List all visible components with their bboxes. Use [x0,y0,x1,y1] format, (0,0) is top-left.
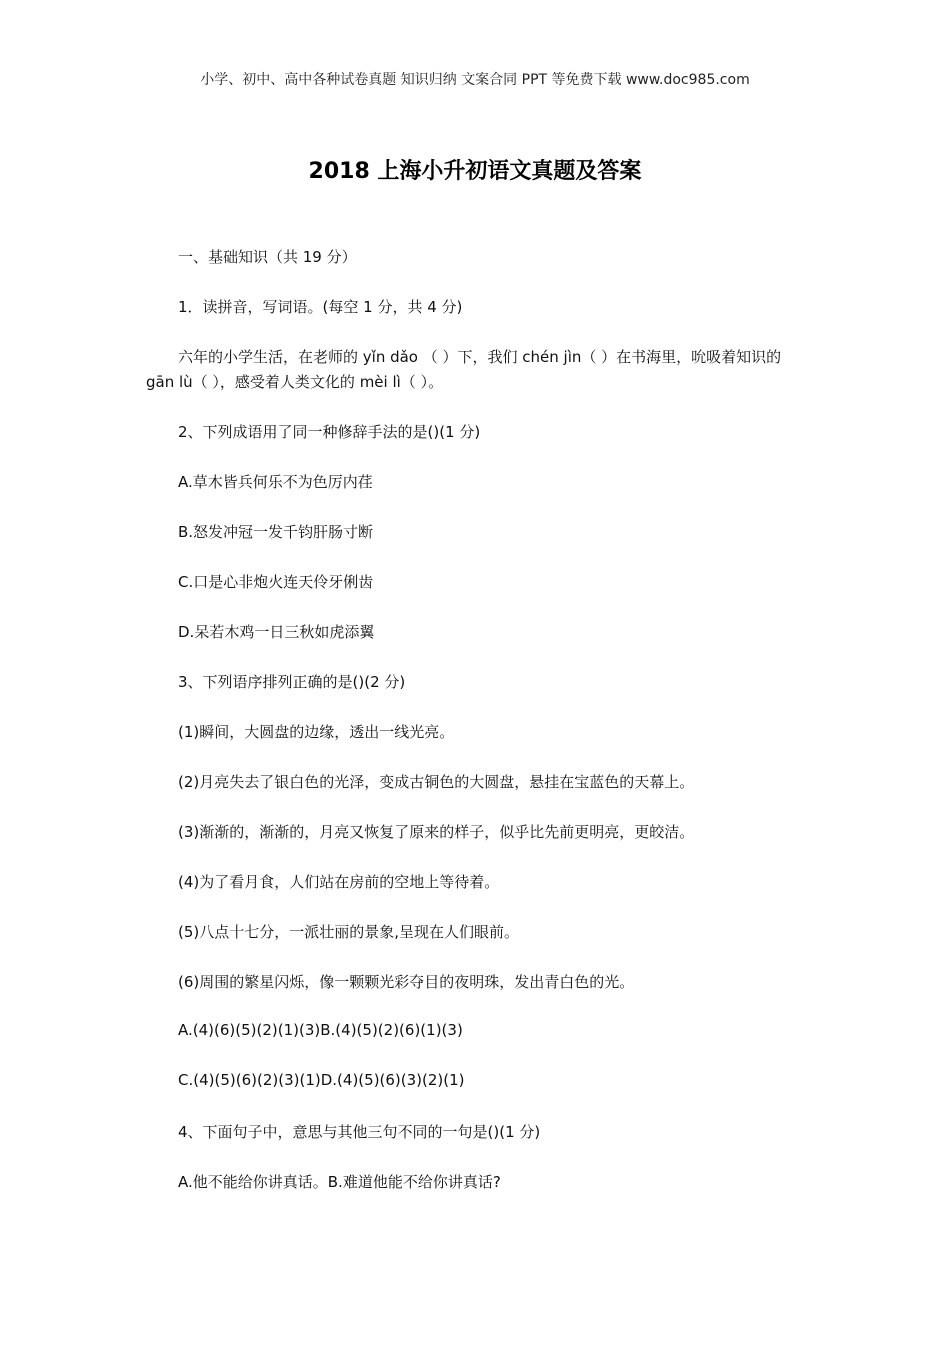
document-title: 2018 上海小升初语文真题及答案 [308,159,642,184]
question-2-option-c: C.口是心非炮火连天伶牙俐齿 [178,573,374,591]
question-3-sentence-4: (4)为了看月食，人们站在房前的空地上等待着。 [178,873,500,891]
section-heading: 一、基础知识（共 19 分） [178,248,357,266]
question-2-option-d: D.呆若木鸡一日三秋如虎添翼 [178,623,375,641]
question-3-sentence-3: (3)渐渐的，渐渐的，月亮又恢复了原来的样子，似乎比先前更明亮，更皎洁。 [178,823,695,841]
question-3-prompt: 3、下列语序排列正确的是()(2 分) [178,673,406,691]
question-2-option-b: B.怒发冲冠一发千钧肝肠寸断 [178,523,374,541]
question-3-sentence-5: (5)八点十七分，一派壮丽的景象,呈现在人们眼前。 [178,923,520,941]
question-3-options-ab: A.(4)(6)(5)(2)(1)(3)B.(4)(5)(2)(6)(1)(3) [178,1021,463,1039]
question-3-options-cd: C.(4)(5)(6)(2)(3)(1)D.(4)(5)(6)(3)(2)(1) [178,1071,465,1089]
question-3-sentence-2: (2)月亮失去了银白色的光泽，变成古铜色的大圆盘，悬挂在宝蓝色的天幕上。 [178,773,695,791]
question-4-options-ab: A.他不能给你讲真话。B.难道他能不给你讲真话? [178,1173,501,1191]
question-2-prompt: 2、下列成语用了同一种修辞手法的是()(1 分) [178,423,481,441]
page-header: 小学、初中、高中各种试卷真题 知识归纳 文案合同 PPT 等免费下载 www.doc985.com [200,72,750,88]
question-3-sentence-6: (6)周围的繁星闪烁，像一颗颗光彩夺目的夜明珠，发出青白色的光。 [178,973,635,991]
question-1-prompt: 1．读拼音，写词语。(每空 1 分，共 4 分) [178,298,463,316]
question-1-passage: 六年的小学生活，在老师的 yǐn dǎo （ ）下，我们 chén jìn（ ）在书海里，吮吸着知识的 gān lù（ ），感受着人类文化的 mèi lì（ ）。 [146,348,782,391]
question-4-prompt: 4、下面句子中，意思与其他三句不同的一句是()(1 分) [178,1123,541,1141]
question-2-option-a: A.草木皆兵何乐不为色厉内荏 [178,473,373,491]
question-3-sentence-1: (1)瞬间，大圆盘的边缘，透出一线光亮。 [178,723,455,741]
